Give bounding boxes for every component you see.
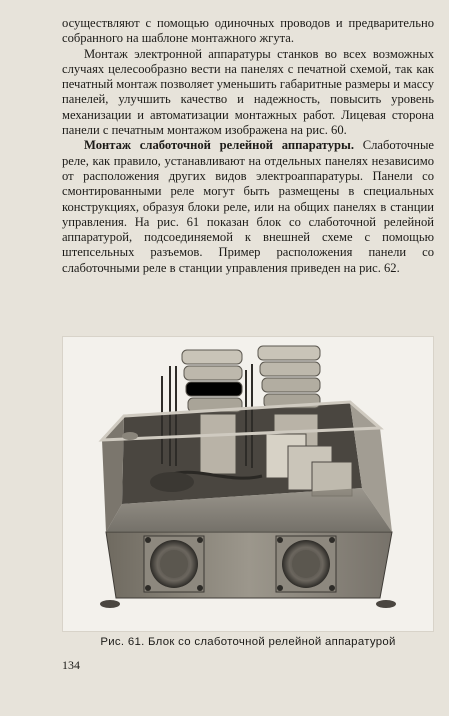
mounting-foot-right (376, 600, 396, 608)
connector-right (276, 536, 336, 592)
mounting-lug-top (122, 432, 138, 440)
paragraph-continuation: осуществляют с помощью одиночных проводов и предварительно собранного на шаблоне монтажного жгута. (62, 16, 434, 46)
paragraph-relay-body: Слаботочные реле, как правило, устанавливают на отдельных панелях независимо от расположения других видов электроаппаратуры. Панели со смонтированными реле могут быть размещены в специальных конструкциях, образуя блоки реле, или на общих панелях в станции управления. На рис. 61 показан блок со слаботочной релейной аппаратурой, подсоединяемой к внешней схеме с помощью штепсельных разъемов. Пример расположения панели со слаботочными реле в станции управления приведен на рис. 62. (62, 138, 434, 275)
paragraph-heading: Монтаж слаботочной релейной аппаратуры. (84, 138, 354, 153)
mounting-foot-left (100, 600, 120, 608)
figure-caption: Рис. 61. Блок со слаботочной релейной аппаратурой (100, 636, 396, 648)
cable-coil (150, 472, 194, 492)
paragraph-printed-circuit: Монтаж электронной аппаратуры станков во всех возможных случаях целесообразно вести на панелях с печатной схемой, так как печатный монтаж позволяет уменьшить габаритные размеры и массу панелей, улучшить качество и надежность, повысить уровень механизации и автоматизации монтажных работ. Лицевая сторона панели с печатным монтажом изображена на рис. 60. (62, 46, 434, 138)
paragraph-relay-mounting (62, 138, 434, 276)
figure-photo (62, 336, 434, 632)
relay-block-photo (62, 336, 434, 632)
connector-left (144, 536, 204, 592)
body-text (62, 16, 434, 276)
page-number: 134 (62, 658, 80, 672)
